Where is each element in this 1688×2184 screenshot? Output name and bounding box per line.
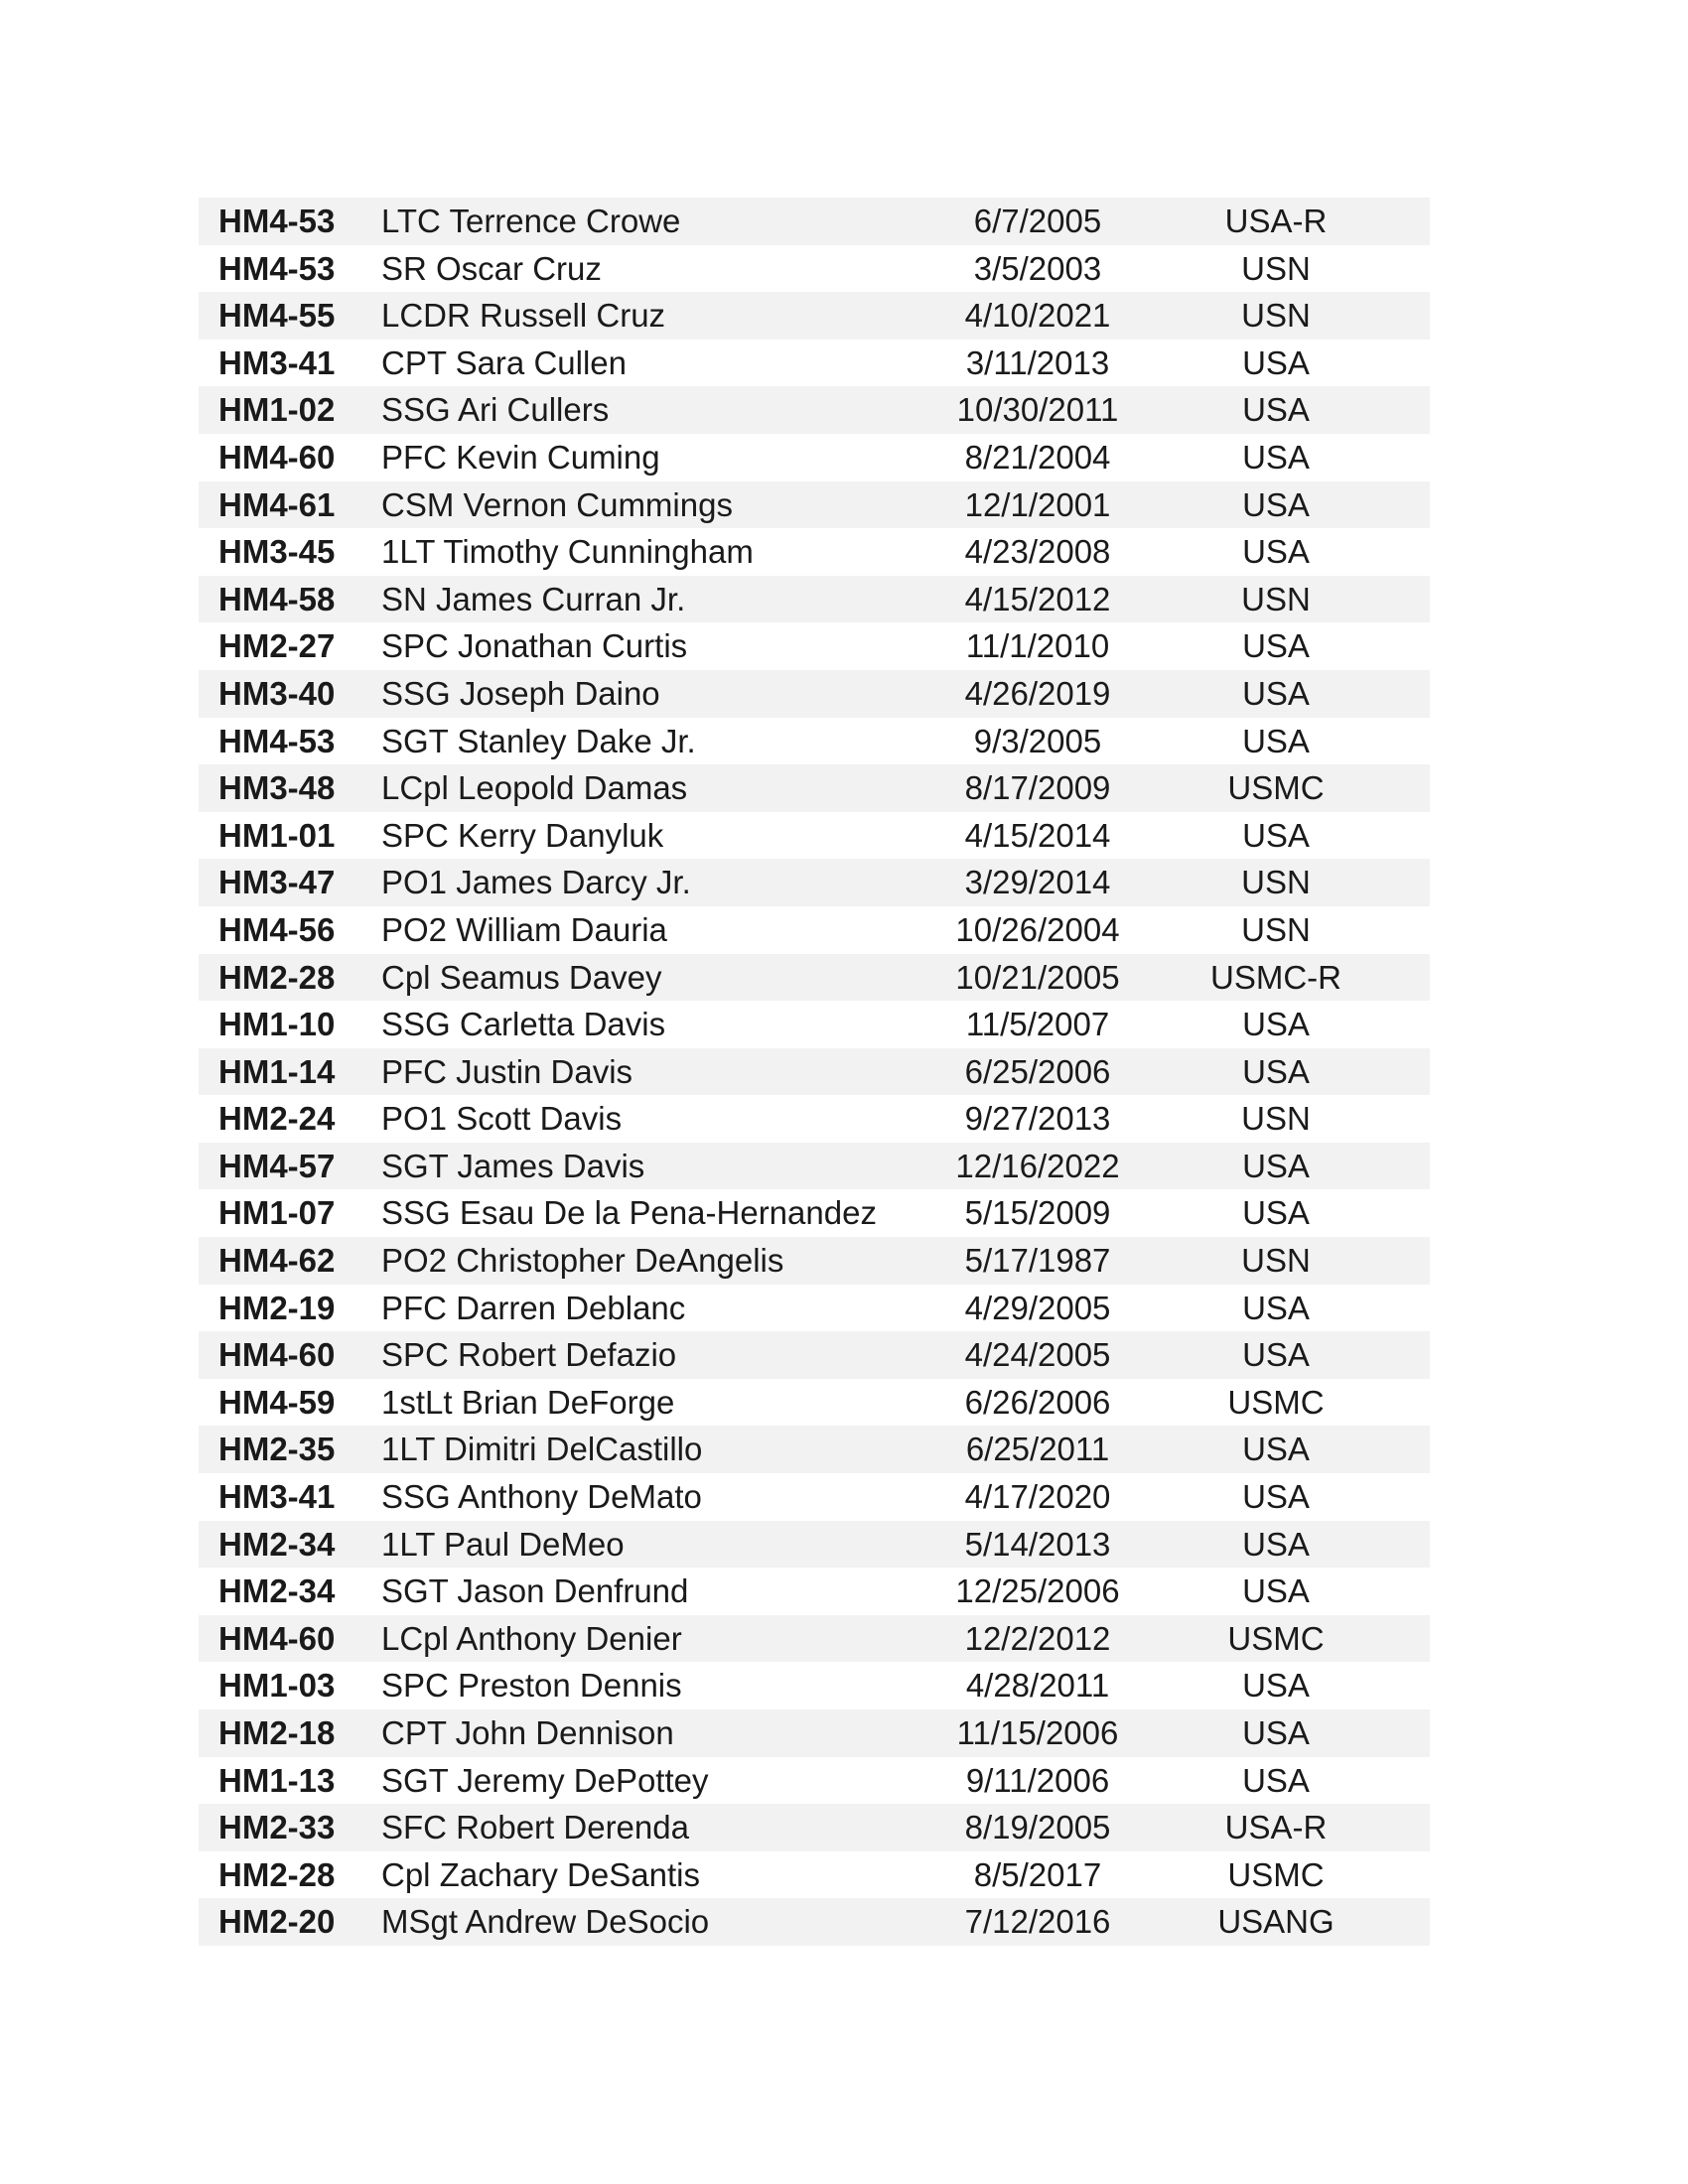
branch-cell: USA — [1152, 1285, 1430, 1332]
date-cell: 5/14/2013 — [923, 1521, 1152, 1569]
table-row — [199, 1473, 1430, 1521]
table-row — [199, 1237, 1430, 1285]
table-row — [199, 340, 1430, 387]
branch-cell: USA — [1152, 1757, 1430, 1805]
date-cell: 8/19/2005 — [923, 1804, 1152, 1851]
branch-cell: USN — [1152, 906, 1430, 954]
person-name: LCpl Anthony Denier — [367, 1615, 923, 1663]
person-name: SSG Ari Cullers — [367, 386, 923, 434]
branch-cell: USA — [1152, 670, 1430, 718]
table-row — [199, 622, 1430, 670]
location-code: HM4-53 — [199, 198, 367, 245]
table-row — [199, 764, 1430, 812]
table-row — [199, 859, 1430, 906]
location-code: HM2-28 — [199, 1851, 367, 1899]
table-row — [199, 812, 1430, 860]
person-name: SSG Anthony DeMato — [367, 1473, 923, 1521]
person-name: SPC Kerry Danyluk — [367, 812, 923, 860]
date-cell: 3/29/2014 — [923, 859, 1152, 906]
date-cell: 3/5/2003 — [923, 245, 1152, 293]
date-cell: 8/5/2017 — [923, 1851, 1152, 1899]
table-row — [199, 1285, 1430, 1332]
date-cell: 12/2/2012 — [923, 1615, 1152, 1663]
branch-cell: USA — [1152, 386, 1430, 434]
table-row — [199, 1568, 1430, 1615]
branch-cell: USA — [1152, 340, 1430, 387]
date-cell: 10/30/2011 — [923, 386, 1152, 434]
location-code: HM2-34 — [199, 1568, 367, 1615]
location-code: HM4-62 — [199, 1237, 367, 1285]
person-name: LTC Terrence Crowe — [367, 198, 923, 245]
date-cell: 6/25/2011 — [923, 1426, 1152, 1473]
person-name: CSM Vernon Cummings — [367, 481, 923, 529]
date-cell: 4/26/2019 — [923, 670, 1152, 718]
person-name: SR Oscar Cruz — [367, 245, 923, 293]
location-code: HM3-40 — [199, 670, 367, 718]
branch-cell: USA — [1152, 1662, 1430, 1709]
date-cell: 8/21/2004 — [923, 434, 1152, 481]
date-cell: 9/3/2005 — [923, 718, 1152, 765]
location-code: HM1-02 — [199, 386, 367, 434]
table-row — [199, 1615, 1430, 1663]
date-cell: 11/15/2006 — [923, 1709, 1152, 1757]
location-code: HM4-56 — [199, 906, 367, 954]
person-name: 1LT Dimitri DelCastillo — [367, 1426, 923, 1473]
table-row — [199, 1331, 1430, 1379]
date-cell: 4/28/2011 — [923, 1662, 1152, 1709]
person-name: 1LT Timothy Cunningham — [367, 528, 923, 576]
table-row — [199, 1898, 1430, 1946]
location-code: HM4-61 — [199, 481, 367, 529]
date-cell: 11/5/2007 — [923, 1001, 1152, 1048]
roster-body — [199, 198, 1430, 1946]
branch-cell: USN — [1152, 576, 1430, 623]
location-code: HM1-14 — [199, 1048, 367, 1096]
person-name: SSG Joseph Daino — [367, 670, 923, 718]
location-code: HM4-53 — [199, 245, 367, 293]
person-name: CPT Sara Cullen — [367, 340, 923, 387]
date-cell: 6/7/2005 — [923, 198, 1152, 245]
person-name: PO2 William Dauria — [367, 906, 923, 954]
person-name: SGT James Davis — [367, 1143, 923, 1190]
person-name: SPC Robert Defazio — [367, 1331, 923, 1379]
location-code: HM2-20 — [199, 1898, 367, 1946]
branch-cell: USN — [1152, 1095, 1430, 1143]
date-cell: 4/17/2020 — [923, 1473, 1152, 1521]
table-row — [199, 1143, 1430, 1190]
location-code: HM1-07 — [199, 1189, 367, 1237]
date-cell: 4/24/2005 — [923, 1331, 1152, 1379]
date-cell: 6/25/2006 — [923, 1048, 1152, 1096]
person-name: CPT John Dennison — [367, 1709, 923, 1757]
person-name: SSG Esau De la Pena-Hernandez — [367, 1189, 923, 1237]
branch-cell: USMC-R — [1152, 954, 1430, 1002]
branch-cell: USA — [1152, 528, 1430, 576]
date-cell: 8/17/2009 — [923, 764, 1152, 812]
table-row — [199, 1189, 1430, 1237]
branch-cell: USA — [1152, 812, 1430, 860]
person-name: SPC Preston Dennis — [367, 1662, 923, 1709]
table-row — [199, 1662, 1430, 1709]
location-code: HM1-10 — [199, 1001, 367, 1048]
table-row — [199, 292, 1430, 340]
branch-cell: USA — [1152, 1709, 1430, 1757]
location-code: HM4-55 — [199, 292, 367, 340]
table-row — [199, 1001, 1430, 1048]
date-cell: 12/25/2006 — [923, 1568, 1152, 1615]
branch-cell: USA — [1152, 434, 1430, 481]
location-code: HM1-13 — [199, 1757, 367, 1805]
branch-cell: USMC — [1152, 1851, 1430, 1899]
branch-cell: USA — [1152, 1189, 1430, 1237]
branch-cell: USANG — [1152, 1898, 1430, 1946]
location-code: HM1-03 — [199, 1662, 367, 1709]
table-row — [199, 1709, 1430, 1757]
person-name: SFC Robert Derenda — [367, 1804, 923, 1851]
person-name: SPC Jonathan Curtis — [367, 622, 923, 670]
date-cell: 4/15/2012 — [923, 576, 1152, 623]
date-cell: 4/23/2008 — [923, 528, 1152, 576]
date-cell: 7/12/2016 — [923, 1898, 1152, 1946]
location-code: HM2-27 — [199, 622, 367, 670]
table-row — [199, 670, 1430, 718]
person-name: PO2 Christopher DeAngelis — [367, 1237, 923, 1285]
date-cell: 6/26/2006 — [923, 1379, 1152, 1427]
person-name: SSG Carletta Davis — [367, 1001, 923, 1048]
location-code: HM2-28 — [199, 954, 367, 1002]
branch-cell: USA — [1152, 481, 1430, 529]
location-code: HM4-58 — [199, 576, 367, 623]
person-name: PO1 James Darcy Jr. — [367, 859, 923, 906]
table-row — [199, 528, 1430, 576]
table-row — [199, 1804, 1430, 1851]
table-row — [199, 1379, 1430, 1427]
table-row — [199, 1521, 1430, 1569]
table-row — [199, 1426, 1430, 1473]
table-row — [199, 718, 1430, 765]
person-name: SGT Jeremy DePottey — [367, 1757, 923, 1805]
date-cell: 3/11/2013 — [923, 340, 1152, 387]
branch-cell: USMC — [1152, 764, 1430, 812]
date-cell: 4/29/2005 — [923, 1285, 1152, 1332]
person-name: 1LT Paul DeMeo — [367, 1521, 923, 1569]
branch-cell: USA — [1152, 622, 1430, 670]
person-name: SGT Jason Denfrund — [367, 1568, 923, 1615]
branch-cell: USA — [1152, 1473, 1430, 1521]
date-cell: 9/27/2013 — [923, 1095, 1152, 1143]
branch-cell: USA — [1152, 1048, 1430, 1096]
branch-cell: USA — [1152, 1426, 1430, 1473]
date-cell: 9/11/2006 — [923, 1757, 1152, 1805]
table-row — [199, 1851, 1430, 1899]
table-row — [199, 1048, 1430, 1096]
location-code: HM2-34 — [199, 1521, 367, 1569]
branch-cell: USMC — [1152, 1379, 1430, 1427]
branch-cell: USN — [1152, 1237, 1430, 1285]
location-code: HM4-60 — [199, 434, 367, 481]
table-row — [199, 481, 1430, 529]
table-row — [199, 576, 1430, 623]
branch-cell: USA-R — [1152, 198, 1430, 245]
location-code: HM1-01 — [199, 812, 367, 860]
location-code: HM4-53 — [199, 718, 367, 765]
branch-cell: USA-R — [1152, 1804, 1430, 1851]
table-row — [199, 1757, 1430, 1805]
location-code: HM2-33 — [199, 1804, 367, 1851]
location-code: HM2-24 — [199, 1095, 367, 1143]
person-name: Cpl Seamus Davey — [367, 954, 923, 1002]
roster-table — [199, 198, 1430, 1946]
person-name: SN James Curran Jr. — [367, 576, 923, 623]
branch-cell: USN — [1152, 245, 1430, 293]
location-code: HM2-19 — [199, 1285, 367, 1332]
table-row — [199, 1095, 1430, 1143]
location-code: HM3-45 — [199, 528, 367, 576]
branch-cell: USA — [1152, 1001, 1430, 1048]
person-name: Cpl Zachary DeSantis — [367, 1851, 923, 1899]
location-code: HM4-57 — [199, 1143, 367, 1190]
branch-cell: USA — [1152, 1331, 1430, 1379]
person-name: LCDR Russell Cruz — [367, 292, 923, 340]
location-code: HM4-60 — [199, 1331, 367, 1379]
table-row — [199, 386, 1430, 434]
date-cell: 12/1/2001 — [923, 481, 1152, 529]
location-code: HM3-48 — [199, 764, 367, 812]
branch-cell: USA — [1152, 1568, 1430, 1615]
location-code: HM4-59 — [199, 1379, 367, 1427]
table-row — [199, 954, 1430, 1002]
date-cell: 5/15/2009 — [923, 1189, 1152, 1237]
location-code: HM3-41 — [199, 1473, 367, 1521]
date-cell: 4/15/2014 — [923, 812, 1152, 860]
date-cell: 11/1/2010 — [923, 622, 1152, 670]
branch-cell: USA — [1152, 1521, 1430, 1569]
location-code: HM4-60 — [199, 1615, 367, 1663]
location-code: HM3-47 — [199, 859, 367, 906]
branch-cell: USA — [1152, 718, 1430, 765]
date-cell: 5/17/1987 — [923, 1237, 1152, 1285]
branch-cell: USN — [1152, 292, 1430, 340]
date-cell: 10/21/2005 — [923, 954, 1152, 1002]
person-name: MSgt Andrew DeSocio — [367, 1898, 923, 1946]
date-cell: 10/26/2004 — [923, 906, 1152, 954]
location-code: HM2-18 — [199, 1709, 367, 1757]
person-name: PFC Kevin Cuming — [367, 434, 923, 481]
date-cell: 12/16/2022 — [923, 1143, 1152, 1190]
person-name: PFC Darren Deblanc — [367, 1285, 923, 1332]
person-name: LCpl Leopold Damas — [367, 764, 923, 812]
location-code: HM2-35 — [199, 1426, 367, 1473]
branch-cell: USN — [1152, 859, 1430, 906]
table-row — [199, 198, 1430, 245]
table-row — [199, 434, 1430, 481]
table-row — [199, 906, 1430, 954]
person-name: PO1 Scott Davis — [367, 1095, 923, 1143]
person-name: SGT Stanley Dake Jr. — [367, 718, 923, 765]
branch-cell: USMC — [1152, 1615, 1430, 1663]
table-row — [199, 245, 1430, 293]
date-cell: 4/10/2021 — [923, 292, 1152, 340]
person-name: PFC Justin Davis — [367, 1048, 923, 1096]
branch-cell: USA — [1152, 1143, 1430, 1190]
location-code: HM3-41 — [199, 340, 367, 387]
person-name: 1stLt Brian DeForge — [367, 1379, 923, 1427]
